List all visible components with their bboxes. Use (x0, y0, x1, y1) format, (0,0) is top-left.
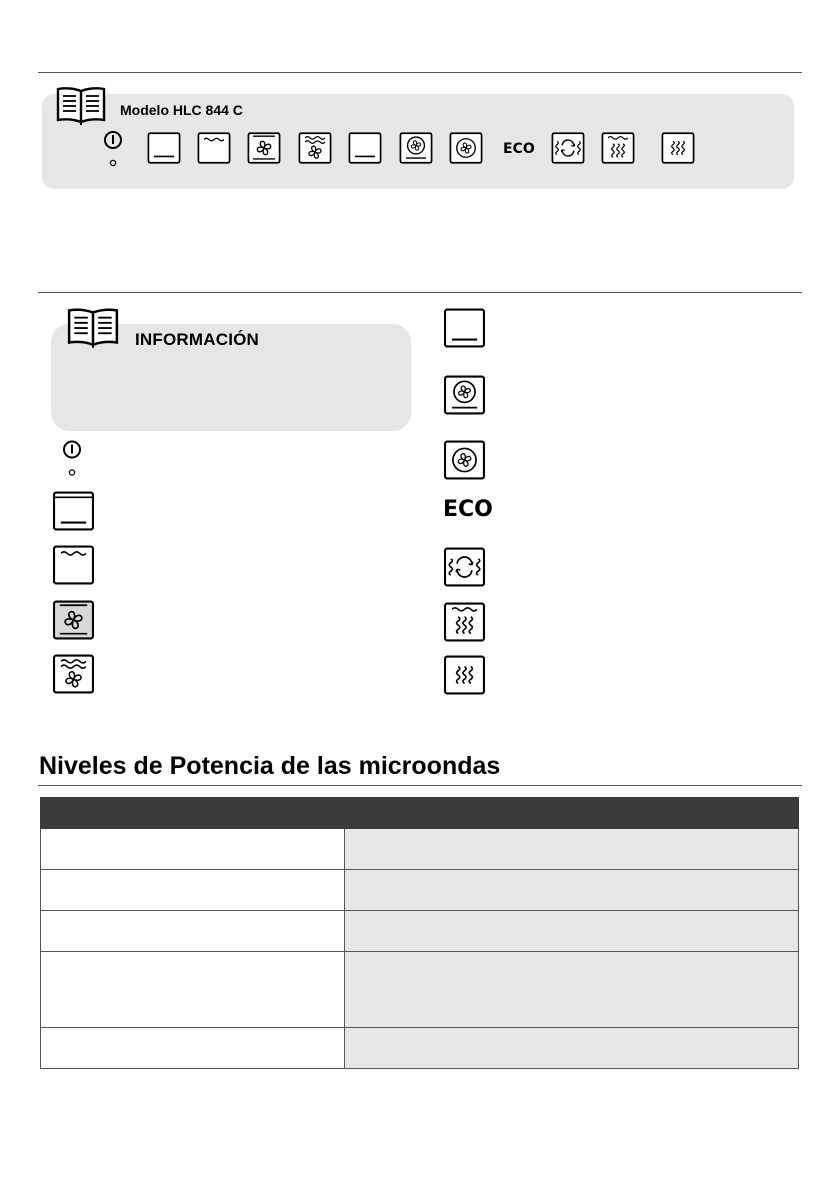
middle-divider (38, 292, 802, 293)
microwave-icon (660, 132, 696, 164)
information-title: INFORMACIÓN (135, 330, 260, 349)
model-title: Modelo HLC 844 C (120, 102, 243, 118)
table-cell-level (41, 1028, 345, 1069)
table-cell-level (41, 911, 345, 952)
microwave-grill-icon (600, 132, 636, 164)
section-heading: Niveles de Potencia de las microondas (39, 752, 501, 780)
bottom-heat-icon (347, 132, 383, 164)
table-header-cell (345, 798, 799, 829)
circular-fan-icon (448, 132, 484, 164)
eco-label: ECO (503, 141, 535, 157)
legend-bottom-heat-icon (443, 308, 486, 348)
table-cell-use (345, 829, 799, 870)
legend-microwave-fan-icon (443, 547, 486, 587)
legend-microwave-icon (443, 655, 486, 695)
table-cell-level (41, 952, 345, 1028)
table-row (41, 952, 799, 1028)
legend-top-heat-icon (52, 545, 95, 585)
manual-book-icon (55, 85, 107, 125)
power-levels-table (40, 797, 799, 1069)
legend-circular-fan-bottom-icon (443, 375, 486, 415)
table-cell-use (345, 870, 799, 911)
legend-microwave-grill-icon (443, 602, 486, 642)
table-header-row (41, 798, 799, 829)
heading-divider (38, 785, 802, 786)
table-cell-use (345, 952, 799, 1028)
top-divider (38, 72, 802, 73)
power-icon (103, 130, 123, 170)
legend-power-icon (62, 437, 82, 482)
table-cell-use (345, 911, 799, 952)
legend-grill-fan-icon (52, 654, 95, 694)
table-row (41, 870, 799, 911)
table-row (41, 829, 799, 870)
table-cell-level (41, 829, 345, 870)
legend-fan-bottom-heat-icon (52, 600, 95, 640)
legend-conventional-heat-icon (52, 491, 95, 531)
legend-circular-fan-icon (443, 440, 486, 480)
information-book-icon (66, 306, 120, 348)
grill-fan-icon (297, 132, 333, 164)
circular-fan-bottom-icon (398, 132, 434, 164)
table-cell-level (41, 870, 345, 911)
table-cell-use (345, 1028, 799, 1069)
legend-eco-label: ECO (443, 497, 493, 522)
table-row (41, 1028, 799, 1069)
fan-bottom-heat-icon (246, 132, 282, 164)
table-header-cell (41, 798, 345, 829)
top-heat-icon (196, 132, 232, 164)
conventional-heat-icon (146, 132, 182, 164)
microwave-fan-icon (550, 132, 586, 164)
table-row (41, 911, 799, 952)
